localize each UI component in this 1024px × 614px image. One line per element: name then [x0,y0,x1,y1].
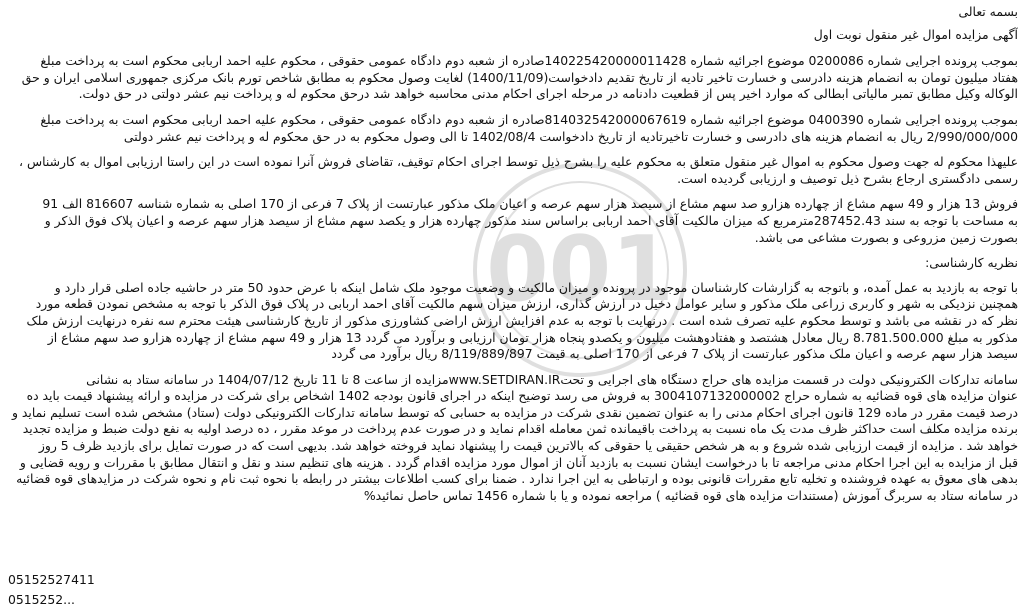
phone-number-cut: 0515252... [8,592,75,607]
text-line: همچنین نزدیکی به شهر و کاربری زراعی ملک مذکور و سایر عوامل دخیل در ارزش گذاری، ارزش میزان سهم مالکیت آقای احمد اربابی در پلاک فوق الذکر با توجه به مشخص نمودن قطعه مورد [35,296,1018,312]
paragraph-seizure [6,154,1018,187]
text-line: سیصد هزار سهم عرصه و اعیان ملک مذکور عبارتست از پلاک 7 فرعی از 170 اصلی به قیمت 8/119/889/897 ریال برآورد می گردد [331,346,1018,362]
paragraph-case-1 [6,53,1018,103]
text-line: قبل از مزایده به این اجرا احکام مدنی مراجعه تا با درخواست ایشان نسبت به بازدید آنان از اموال مورد مزایده اقدام گردد . هزینه های تنظیم سند و نقل و انتقال مطابق با مقررات و رویه قضایی و [19,454,1018,470]
text-line: با توجه به بازدید به عمل آمده، و باتوجه به گزارشات کارشناسان موجود در پرونده و میزان مالکیت و وضعیت موجود ملک شامل اینکه با عرض حدود 50 متر در حاشیه جاده اصلی قرار دارد و [54,279,1018,295]
text-line: بموجب پرونده اجرایی شماره 0400390 موضوع اجرائیه شماره 814032542000067619صادره از شعبه دوم دادگاه عمومی حقوقی ، محکوم علیه احمد اربابی محکوم است به پرداخت مبلغ [40,111,1018,127]
paragraph-case-2 [6,112,1018,145]
text-line: 2/990/000/000 ریال به انضمام هزینه های دادرسی و خسارت تاخیرتادیه از تاریخ دادخواست 1402/08/4 تا الی وصول محکوم به در حق محکوم له و پرداخت نیم عشر دولتی [123,128,1018,144]
text-line: برنده مزایده مکلف است حداکثر ظرف مدت یک ماه نسبت به پرداخت باقیمانده ثمن معامله اقدام نماید و در صورت عدم پرداخت در موعد مقرر ، ده درصد اولیه به نفع دولت ضبط و مزایده تجدید [22,421,1018,437]
text-line: رسمی دادگستری ارجاع بشرح ذیل توصیف و ارزیابی گردیده است. [677,170,1018,186]
notice-title: آگهی مزایده اموال غیر منقول نوبت اول [813,26,1018,42]
text-line: به مساحت با توجه به سند 287452.43مترمربع که میزان مالکیت آقای احمد اربابی براساس سند مذکور چهارده هزار و یکصد سهم مشاع از سیصد هزار سهم عرصه و اعیان پلاک فوق الذکر و [44,212,1018,228]
text-line: در سامانه ستاد به سربرگ آموزش (مستندات مزایده های قوه قضائیه ) مراجعه نموده و یا با شماره 1456 تماس حاصل نمائید% [363,487,1018,503]
paragraph-property [6,196,1018,246]
text-line: بصورت زمین مزروعی و بصورت مشاعی می باشد. [754,229,1018,245]
text-line: سامانه تدارکات الکترونیکی دولت در قسمت مزایده های حراج دستگاه های اجرایی و تحتwww.SETDIRAN.IRمزایده از ساعت 8 تا 11 تاریخ 1404/07/12 در سامانه ستاد به نشانی [86,371,1018,387]
text-line: عنوان مزایده های قوه قضائیه به شماره حراج 3004107132000002 به فروش می رسد توضیح اینکه در اجرای قانون بودجه 1402 اشخاص برای شرکت در مزایده و ارائه پیشنهاد قیمت باید ده [26,388,1018,404]
bismillah: بسمه تعالی [958,4,1018,19]
text-line: بموجب پرونده اجرایی شماره 0200086 موضوع اجرائیه شماره 140225420000011428صادره از شعبه دوم دادگاه عمومی حقوقی ، محکوم علیه احمد اربابی محکوم است به پرداخت مبلغ [40,53,1018,69]
text-line: هفتاد میلیون تومان به انضمام هزینه دادرسی و خسارت تاخیر تادیه از تاریخ تقدیم دادخواست(1400/11/09) لغایت وصول محکوم به مطابق شاخص تورم بانک مرکزی جمهوری اسلامی ایران و حق [21,69,1018,85]
paragraph-expert-opinion [6,255,1018,363]
expert-heading: نظریه کارشناسی: [925,255,1018,271]
text-line: فروش 13 هزار و 49 سهم مشاع از چهارده هزارو صد سهم مشاع از سیصد هزار سهم عرصه و اعیان ملک مذکور عبارتست از پلاک 7 فرعی از 170 اصلی به شماره شناسه 816607 الف 91 [42,196,1018,212]
text-line: مذکور به مبلغ 8.781.500.000 ریال معادل هشتصد و هفتادوهشت میلیون و یکصدو پنجاه هزار تومان ارزیابی و برآورد می گردد 13 هزار و 49 سهم مشاع از چهارده هزارو صد سهم مشاع از [47,329,1018,345]
svg-text:001: 001 [486,217,674,322]
text-line: خواهد شد . مزایده از قیمت ارزیابی شده شروع و به هر شخص حقیقی یا حقوقی که بالاترین قیمت را پیشنهاد نماید فروخته خواهد شد. بدیهی است که در صورت تمایل برای بازدید ظرف 5 روز [38,438,1018,454]
text-line: نظر که در نقشه می باشد و توسط محکوم علیه تصرف شده است . درنهایت با توجه به عدم افزایش ارزش اراضی کشاورزی مذکور از تاریخ کارشناسی هیئت محترم سه نفره درنهایت ارزش ملک [26,312,1018,328]
text-line: بدهی های معوق به عهده فروشنده و تخلیه تابع مقررات قانونی بوده و ارتباطی به این اجرا ندارد . ضمنا برای کسب اطلاعات بیشتر در رابطه با نحوه ثبت نام و نحوه شرکت در مزایدهای قوه قضائیه [16,471,1018,487]
paragraph-auction-terms [6,372,1018,505]
text-line: علیهذا محکوم له جهت وصول محکوم به اموال غیر منقول متعلق به محکوم علیه را بشرح ذیل توسط اجرای احکام توقیف، تقاضای فروش آنرا نموده است در این راستا ارزیابی اموال به کارشناس ، [19,154,1018,170]
text-line: الوکاله وکیل مطابق تمبر مالیاتی ابطالی که موارد اخیر پس از قطعیت دادنامه در مرحله اجرای احکام مدنی محاسبه خواهد شد درحق محکوم له و پرداخت نیم عشر دولتی در حق دولت. [78,86,1018,102]
phone-number: 05152527411 [8,572,95,587]
text-line: درصد قیمت مقرر در ماده 129 قانون اجرای احکام مدنی را به عنوان تضمین نقدی شرکت در مزایده به حسابی که توسط سامانه تدارکات الکترونیکی دولت (ستاد) مشخص شده است تسلیم نماید و [11,404,1018,420]
